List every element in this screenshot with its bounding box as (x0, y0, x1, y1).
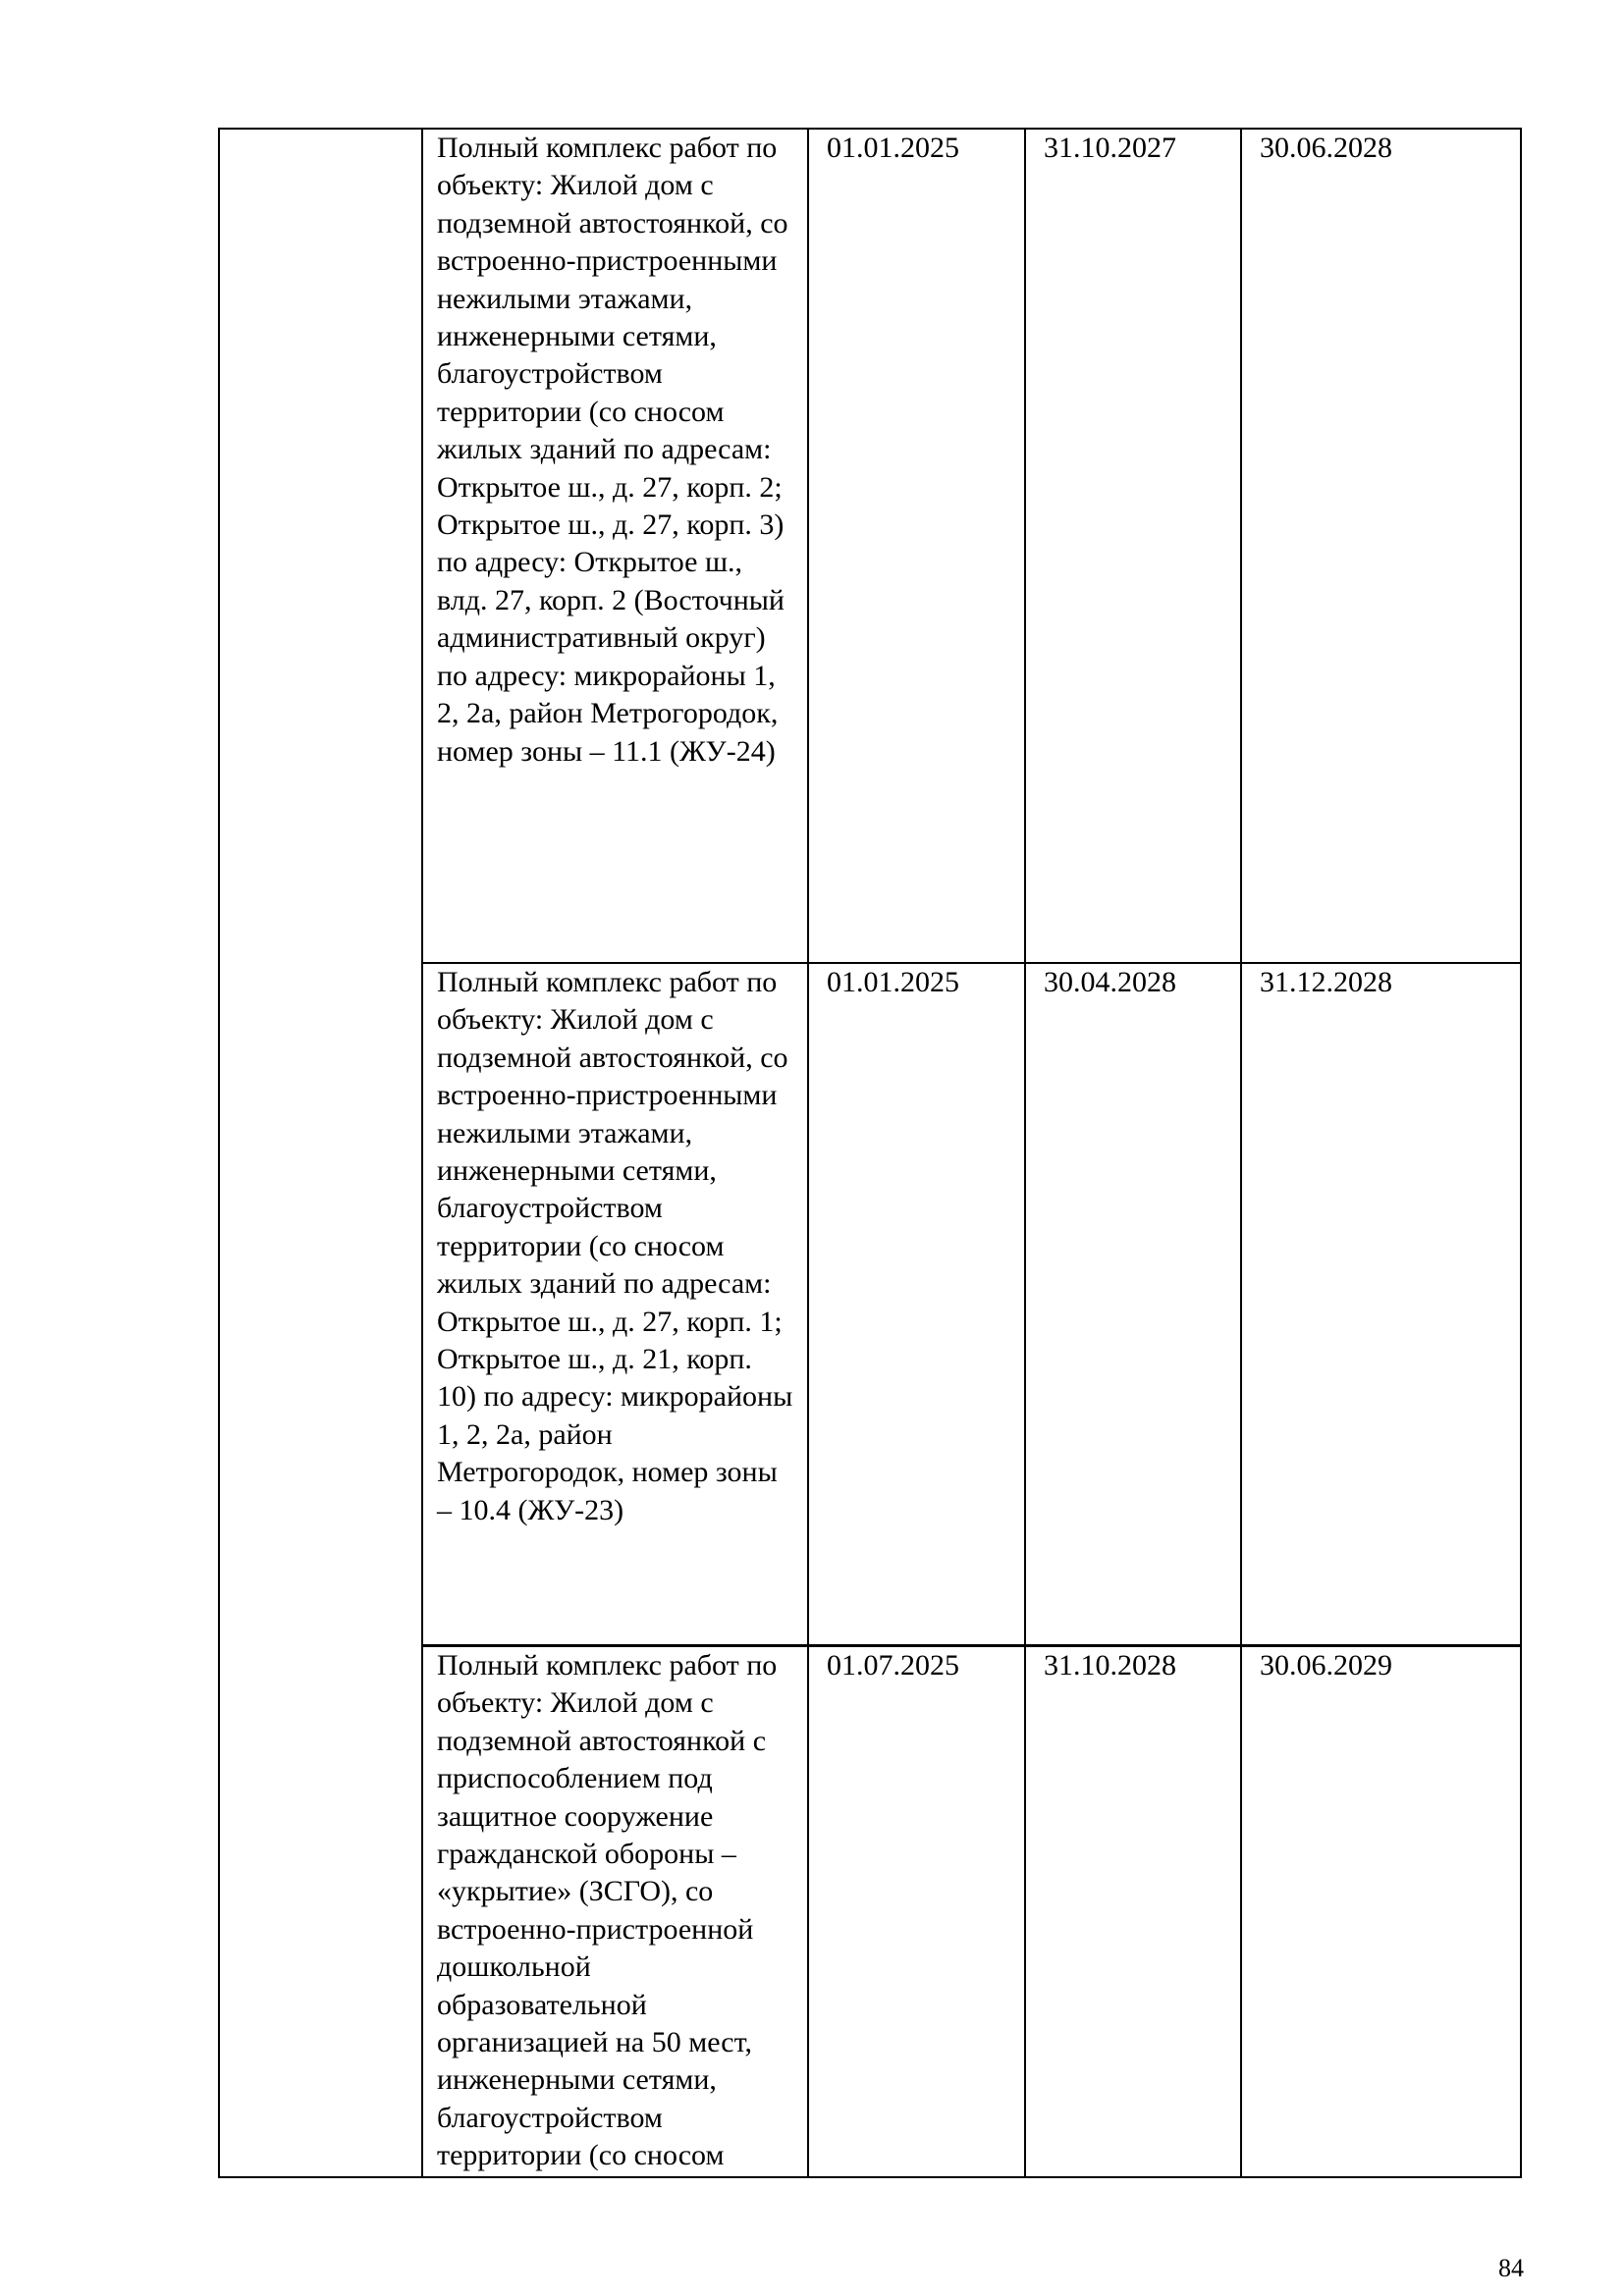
start-date-cell: 01.01.2025 (808, 129, 1025, 963)
final-date-cell: 30.06.2028 (1241, 129, 1521, 963)
schedule-table (218, 128, 1522, 2178)
final-date-cell: 30.06.2029 (1241, 1646, 1521, 2178)
end-date-cell: 30.04.2028 (1025, 963, 1241, 1646)
row-number-cell (219, 129, 422, 2177)
final-date-cell: 31.12.2028 (1241, 963, 1521, 1646)
description-cell: Полный комплекс работ по объекту: Жилой дом с подземной автостоянкой, со встроенно-пристроенными нежилыми этажами, инженерными сетями, благоустройством территории (со сносом жилых зданий по адресам: Открытое ш., д. 27, корп. 1; Открытое ш., д. 21, корп. 10) по адресу: микрорайоны 1, 2, 2а, район Метрогородок, номер зоны – 10.4 (ЖУ-23) (422, 963, 808, 1646)
description-cell: Полный комплекс работ по объекту: Жилой дом с подземной автостоянкой, со встроенно-пристроенными нежилыми этажами, инженерными сетями, благоустройством территории (со сносом жилых зданий по адресам: Открытое ш., д. 27, корп. 2; Открытое ш., д. 27, корп. 3) по адресу: Открытое ш., влд. 27, корп. 2 (Восточный административный округ) по адресу: микрорайоны 1, 2, 2а, район Метрогородок, номер зоны – 11.1 (ЖУ-24) (422, 129, 808, 963)
description-cell: Полный комплекс работ по объекту: Жилой дом с подземной автостоянкой с приспособлением под защитное сооружение гражданской обороны – «укрытие» (ЗСГО), со встроенно-пристроенной дошкольной образовательной организацией на 50 мест, инженерными сетями, благоустройством территории (со сносом (422, 1646, 808, 2178)
end-date-cell: 31.10.2027 (1025, 129, 1241, 963)
start-date-cell: 01.07.2025 (808, 1646, 1025, 2178)
table-row (219, 129, 1521, 963)
page-number: 84 (1498, 2254, 1524, 2282)
start-date-cell: 01.01.2025 (808, 963, 1025, 1646)
end-date-cell: 31.10.2028 (1025, 1646, 1241, 2178)
